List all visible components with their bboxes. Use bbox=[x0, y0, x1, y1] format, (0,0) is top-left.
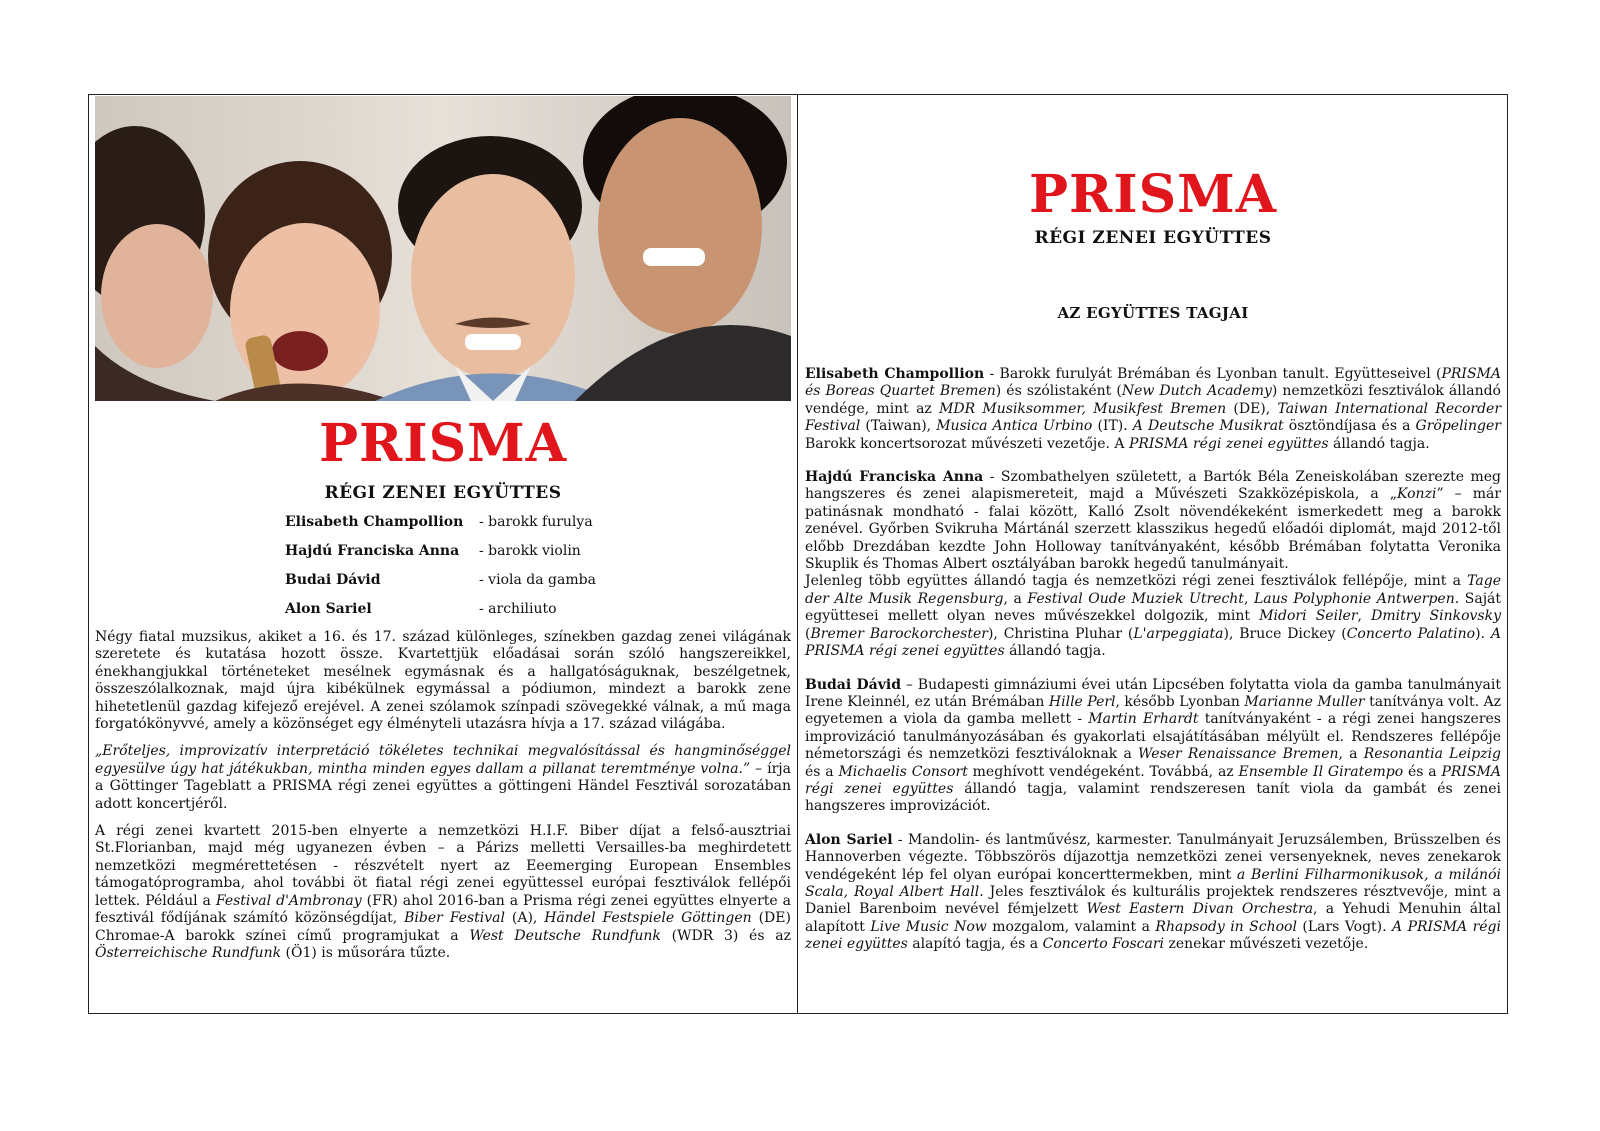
italic-run: Taiwan International Recorder Festival bbox=[805, 400, 1502, 435]
bold-run: Hajdú Franciska Anna bbox=[805, 469, 984, 486]
intro-paragraph: Négy fiatal muzsikus, akiket a 16. és 17. század különleges, színekben gazdag zenei világának szeretete és kutatása hozott össze. Kvartettjük előadásai során szóló hangszereikkel, énekhangjukkal történeteket mesélnek egymásnak és a hallgatóságuknak, beszélgetnek, összeszólalkoznak, majd újra kibékülnek egymással a pódiumon, mindezt a barokk zene hihetetlenül gazdag kifejező erejével. A zenei szólamok színpadi szövegekké válnak, a mű maga forgatókönyvvé, amely a közönséget egy élményteli utazásra hívja a 17. század világába. bbox=[95, 629, 791, 733]
press-quote: „Erőteljes, improvizatív interpretáció tökéletes technikai megvalósítással és hangminőséggel egyesülve úgy hat játékukban, mintha minden egyes dallam a pillanat teremtménye volna.” bbox=[95, 743, 791, 777]
italic-run: PRISMA régi zenei együttes bbox=[1128, 435, 1329, 452]
italic-run: Bremer Barockorchester bbox=[810, 625, 988, 642]
text-run: ), Christina Pluhar ( bbox=[987, 625, 1134, 642]
band-photo bbox=[95, 96, 791, 401]
bold-run: Elisabeth Champollion bbox=[805, 366, 985, 382]
italic-run: A Deutsche Musikrat bbox=[1132, 418, 1284, 435]
italic-run: Concerto Foscari bbox=[1042, 936, 1165, 953]
text-run: (WDR 3) és az bbox=[660, 927, 791, 944]
italic-run: Live Music Now bbox=[870, 918, 987, 935]
band-title-right: PRISMA bbox=[1028, 164, 1278, 225]
text-run: alapító tagja, és a bbox=[907, 936, 1043, 953]
bio-budai bbox=[805, 677, 1501, 816]
italic-run: Tage der Alte Musik Regensburg bbox=[805, 573, 1501, 607]
text-run: . Saját együttesei mellett olyan neves művészekkel dolgozik, mint bbox=[805, 590, 1502, 625]
italic-run: a Berlini Filharmonikusok, a milánói Scala, Royal Albert Hall bbox=[805, 866, 1501, 900]
text-run: - Barokk furulyát Brémában és Lyonban tanult. Együtteseivel ( bbox=[984, 366, 1442, 382]
bio-alon bbox=[805, 832, 1501, 954]
italic-run: PRISMA régi zenei együttes bbox=[805, 763, 1501, 797]
band-subtitle-left: RÉGI ZENEI EGYÜTTES bbox=[324, 483, 562, 503]
text-run: állandó tagja. bbox=[1328, 435, 1430, 452]
bold-run: Budai Dávid bbox=[805, 676, 901, 693]
italic-run: Österreichische Rundfunk bbox=[95, 944, 282, 961]
member-name: Hajdú Franciska Anna bbox=[285, 542, 460, 559]
member-instrument: - archiliuto bbox=[479, 600, 557, 617]
text-run: és a bbox=[1403, 763, 1442, 780]
text-run: A régi zenei kvartett 2015-ben elnyerte a nemzetközi H.I.F. Biber díjat a felső-ausztriai St.Florianban, majd még ugyanezen évben – a Párizs melletti Versailles-ba meghirdetett nemzetközi megmérettetésen - részvételt nyert az Eeemerging European Ensembles támogatóprogramba, ahol további öt fiatal régi zenei együttessel európai fesztiválok fellépői lettek. Például a bbox=[95, 823, 791, 909]
band-subtitle-right: RÉGI ZENEI EGYÜTTES bbox=[1034, 228, 1272, 248]
italic-run: Händel Festspiele Göttingen bbox=[544, 910, 752, 927]
member-name: Alon Sariel bbox=[285, 600, 372, 617]
text-run: , a bbox=[1003, 590, 1028, 607]
italic-run: Festival Oude Muziek Utrecht bbox=[1027, 590, 1244, 607]
bold-run: Alon Sariel bbox=[805, 831, 893, 848]
text-run: (FR) ahol 2016-ban a Prisma régi zenei együttes elnyerte a fesztivál fődíjának számító közönségdíjat, bbox=[95, 892, 791, 927]
text-run: (Taiwan), bbox=[860, 418, 937, 435]
italic-run: Resonantia Leipzig bbox=[1363, 746, 1502, 763]
italic-run: Laus Polyphonie Antwerpen bbox=[1253, 590, 1455, 607]
text-run: - Szombathelyen született, a Bartók Béla Zeneiskolában szerezte meg hangszeres és zenei alapismereteit, majd a Művészeti Szakközépiskola, a „ bbox=[805, 469, 1501, 503]
text-run: (DE) Chromae-A barokk színei című programjukat a bbox=[95, 910, 791, 944]
text-run: (Ö1) is műsorára tűzte. bbox=[281, 944, 451, 961]
member-row bbox=[285, 536, 791, 565]
text-run: állandó tagja. bbox=[1004, 643, 1106, 660]
italic-run: Weser Renaissance Bremen bbox=[1138, 746, 1339, 763]
bio-hajdu-continued bbox=[805, 573, 1501, 660]
text-run: , a bbox=[1338, 746, 1364, 763]
italic-run: Festival d'Ambronay bbox=[215, 892, 362, 909]
text-run: , bbox=[1357, 608, 1372, 625]
italic-run: Concerto Palatino bbox=[1346, 625, 1476, 642]
text-run: tanítványaként - a régi zenei hangszeres improvizáció tanulmányozásában és gyakorlati elsajátításában mélyült el. Rendszeres fellépője németországi és nemzetközi fesztiváloknak a bbox=[805, 711, 1501, 763]
text-run: (IT). bbox=[1092, 418, 1133, 435]
left-column bbox=[95, 96, 791, 962]
member-instrument: - barokk violin bbox=[479, 542, 581, 559]
italic-run: Gröpelinger bbox=[1415, 418, 1501, 435]
bio-elisabeth bbox=[805, 366, 1501, 453]
text-run: meghívott vendégeként. Továbbá, az bbox=[967, 763, 1239, 780]
members-section-title: AZ EGYÜTTES TAGJAI bbox=[1057, 304, 1249, 322]
text-run: - Mandolin- és lantművész, karmester. Tanulmányait Jeruzsálemben, Brüsszelben és Hannoverben végezte. Többszörös díjazottja nemzetközi zenei versenyeknek, neves zenekarok vendégeként lép fel olyan európai koncerttermekben, mint bbox=[805, 831, 1501, 883]
italic-run: L'arpeggiata bbox=[1133, 625, 1224, 642]
italic-run: Midori Seiler bbox=[1259, 608, 1358, 625]
italic-run: MDR Musiksommer, Musikfest Bremen bbox=[939, 400, 1227, 417]
band-title-left: PRISMA bbox=[318, 413, 568, 474]
italic-run: Hille Perl bbox=[1048, 693, 1116, 710]
italic-run: Konzi bbox=[1397, 486, 1437, 503]
text-run: , bbox=[1243, 590, 1254, 607]
italic-run: A PRISMA régi zenei együttes bbox=[805, 625, 1501, 660]
text-run: , később Lyonban bbox=[1115, 693, 1245, 710]
italic-run: Michaelis Consort bbox=[838, 763, 968, 780]
text-run: ). bbox=[1475, 625, 1491, 642]
text-run: ), Bruce Dickey ( bbox=[1223, 625, 1347, 642]
text-run: , a Yehudi Menuhin által alapított bbox=[805, 901, 1502, 935]
bio-hajdu bbox=[805, 469, 1501, 573]
italic-run: Rhapsody in School bbox=[1155, 918, 1297, 935]
text-run: ösztöndíjasa és a bbox=[1283, 418, 1416, 435]
italic-run: Biber Festival bbox=[404, 910, 505, 927]
right-column bbox=[805, 96, 1501, 954]
italic-run: West Eastern Divan Orchestra bbox=[1086, 901, 1314, 918]
text-run: zenekar művészeti vezetője. bbox=[1164, 936, 1369, 953]
text-run: . Jeles fesztiválok és kulturális projektek rendszeres résztvevője, mint a Daniel Barenboim nevével fémjelzett bbox=[805, 883, 1501, 918]
text-run: tanítványa volt. Az egyetemen a viola da gamba mellett - bbox=[805, 693, 1501, 728]
italic-run: A PRISMA régi zenei együttes bbox=[805, 918, 1501, 953]
member-row bbox=[285, 565, 791, 594]
italic-run: Ensemble Il Giratempo bbox=[1238, 763, 1404, 780]
italic-run: PRISMA és Boreas Quartet Bremen bbox=[805, 366, 1501, 400]
member-name: Elisabeth Champollion bbox=[285, 513, 464, 530]
member-name: Budai Dávid bbox=[285, 571, 381, 588]
text-run: állandó tagja, valamint rendszeresen tanít viola da gambát és zenei hangszeres improvizációt. bbox=[805, 780, 1501, 815]
text-run: Jelenleg több együttes állandó tagja és nemzetközi régi zenei fesztiválok fellépője, mint a bbox=[805, 573, 1468, 590]
text-run: (DE), bbox=[1226, 400, 1278, 417]
italic-run: Dmitry Sinkovsky bbox=[1371, 608, 1501, 625]
text-run: ” – már patinásnak mondható - falai között, Kalló Zsolt növendékeként ismerkedett meg a barokk zenével. Győrben Svikruha Mártánál szerzett klasszikus hegedű előadói diplomát, majd 2012-től előbb Drezdában kezdte John Holloway tanítványaként, később Brémában folytatta Veronika Skuplik és Thomas Albert osztályában barokk hegedű tanulmányait. bbox=[805, 486, 1502, 573]
text-run: ) és szólistaként ( bbox=[995, 383, 1122, 400]
awards-paragraph bbox=[95, 823, 791, 962]
member-instrument: - barokk furulya bbox=[479, 513, 593, 530]
band-photo-illustration bbox=[95, 96, 791, 401]
member-row bbox=[285, 507, 791, 536]
member-list bbox=[285, 507, 791, 623]
italic-run: Marianne Muller bbox=[1244, 693, 1365, 710]
italic-run: Martin Erhardt bbox=[1088, 711, 1199, 728]
quote-attribution: – írja a Göttinger Tageblatt a PRISMA régi zenei együttes a göttingeni Händel Fesztivál sorozatában adott koncertjéről. bbox=[95, 760, 791, 812]
member-instrument: - viola da gamba bbox=[479, 571, 596, 588]
quote-paragraph bbox=[95, 743, 791, 813]
text-run: (A), bbox=[504, 910, 545, 927]
text-run: mozgalom, valamint a bbox=[986, 918, 1156, 935]
text-run: – Budapesti gimnáziumi évei után Lipcsében folytatta viola da gamba tanulmányait Irene Kleinnél, ez után Brémában bbox=[805, 676, 1501, 710]
text-run: Barokk koncertsorozat művészeti vezetője. A bbox=[805, 435, 1129, 452]
italic-run: New Dutch Academy bbox=[1121, 383, 1272, 400]
italic-run: West Deutsche Rundfunk bbox=[469, 927, 661, 944]
text-run: (Lars Vogt). bbox=[1296, 918, 1393, 935]
text-run: ( bbox=[805, 625, 811, 642]
text-run: ) nemzetközi fesztiválok állandó vendége, mint az bbox=[805, 383, 1501, 417]
column-divider bbox=[797, 94, 798, 1014]
member-row bbox=[285, 594, 791, 623]
italic-run: Musica Antica Urbino bbox=[936, 418, 1093, 435]
text-run: és a bbox=[805, 763, 839, 780]
